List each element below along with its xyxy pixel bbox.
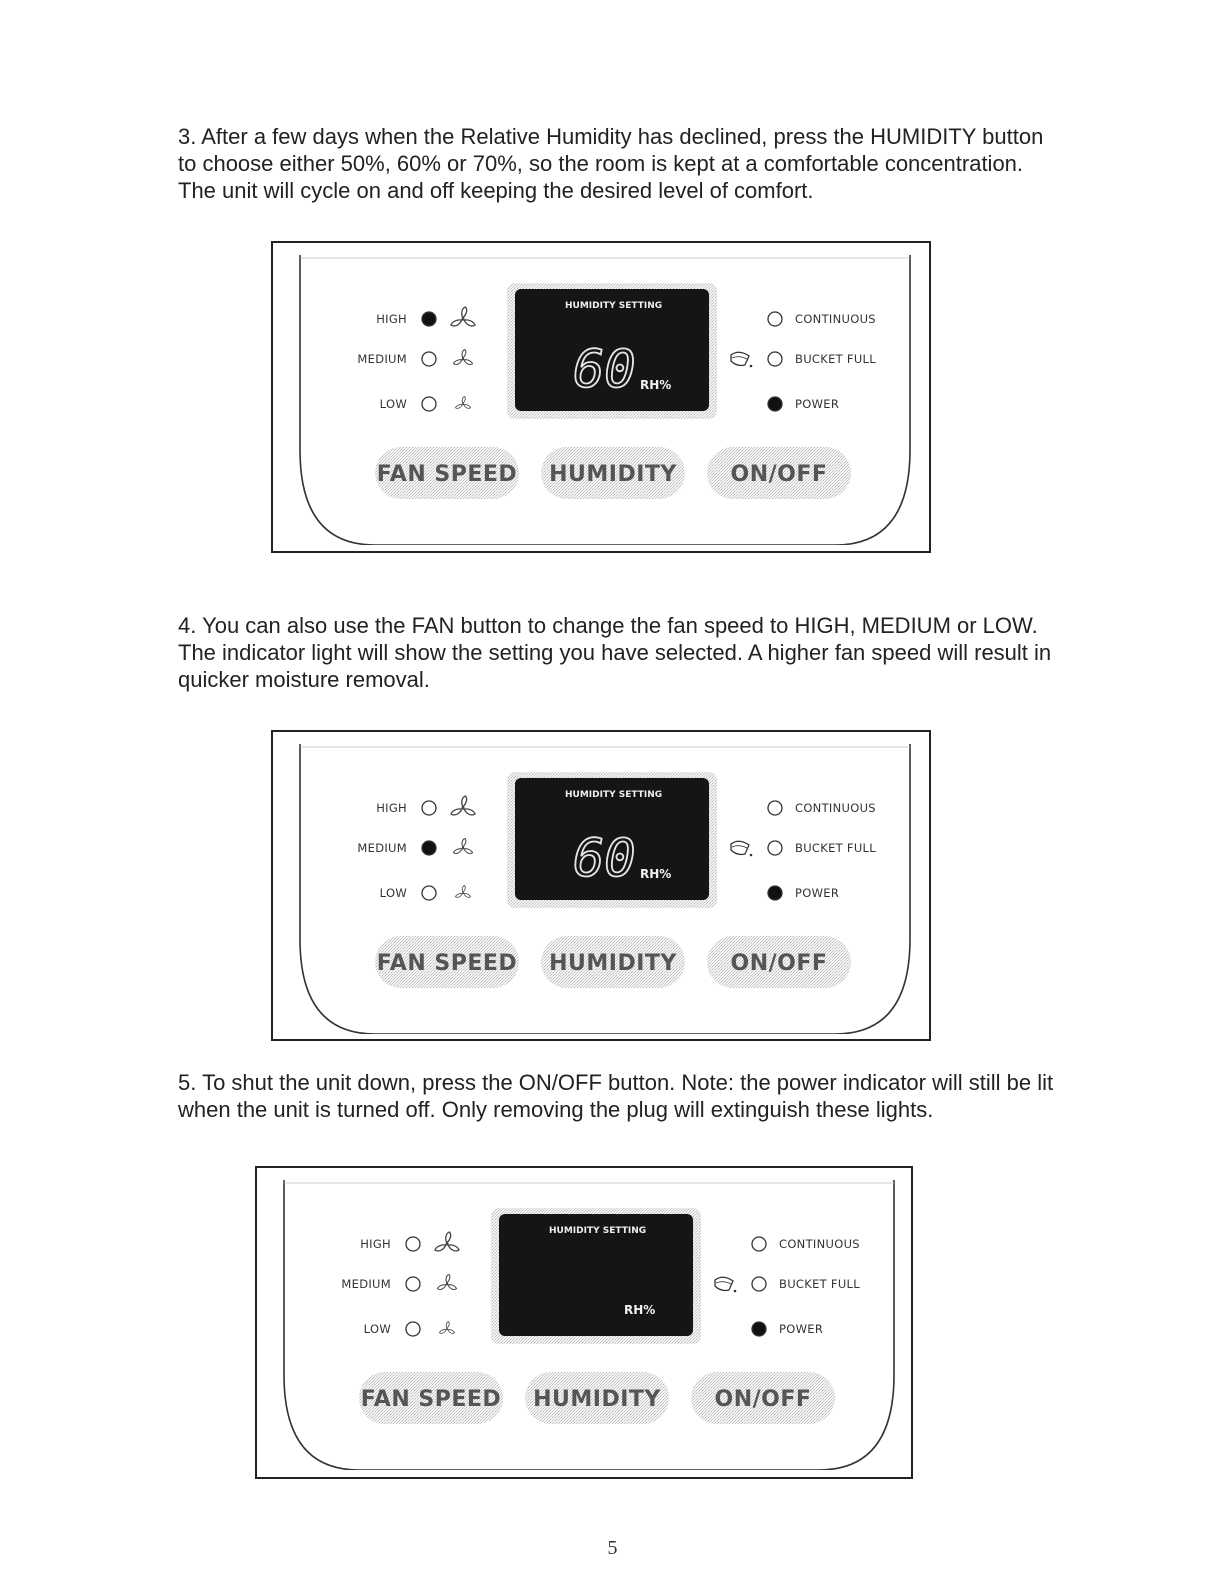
control-panel <box>295 255 915 545</box>
continuous-indicator <box>752 1237 766 1251</box>
control-panel-figure-1 <box>271 241 931 553</box>
fan-low-icon <box>440 1322 455 1334</box>
bucket-full-label: BUCKET FULL <box>795 841 876 855</box>
fan-high-icon <box>451 796 475 815</box>
fan-medium-indicator <box>422 841 436 855</box>
fan-low-icon <box>456 397 471 409</box>
bucket-full-indicator <box>768 352 782 366</box>
display-title: HUMIDITY SETTING <box>565 790 663 800</box>
step-5-paragraph: 5. To shut the unit down, press the ON/OFF button. Note: the power indicator will still be lit when the unit is turned off. Only removing the plug will extinguish these lights. <box>178 1070 1054 1122</box>
humidity-button-label: HUMIDITY <box>549 951 677 976</box>
humidity-unit: RH% <box>640 867 672 881</box>
step-3-paragraph: 3. After a few days when the Relative Humidity has declined, press the HUMIDITY button to choose either 50%, 60% or 70%, so the room is kept at a comfortable concentration. The unit will cycle on and off keeping the desired level of comfort. <box>178 124 1044 203</box>
fan-low-indicator <box>422 397 436 411</box>
on-off-button[interactable] <box>691 1372 835 1424</box>
power-label: POWER <box>795 397 840 411</box>
control-panel-figure-2 <box>271 730 931 1041</box>
humidity-button-label: HUMIDITY <box>533 1387 661 1412</box>
power-label: POWER <box>795 886 840 900</box>
fan-medium-label: MEDIUM <box>357 841 407 855</box>
continuous-label: CONTINUOUS <box>795 801 876 815</box>
on-off-button-label: ON/OFF <box>730 951 828 976</box>
fan-speed-button-label: FAN SPEED <box>360 1387 502 1412</box>
fan-speed-button[interactable] <box>375 936 519 988</box>
fan-low-indicator <box>422 886 436 900</box>
humidity-value: 60 <box>573 340 636 400</box>
fan-high-label: HIGH <box>376 801 407 815</box>
bucket-full-label: BUCKET FULL <box>795 352 876 366</box>
fan-high-label: HIGH <box>376 312 407 326</box>
humidity-value: 60 <box>573 829 636 889</box>
humidity-button[interactable] <box>525 1372 669 1424</box>
fan-high-icon <box>435 1232 459 1251</box>
on-off-button-label: ON/OFF <box>714 1387 812 1412</box>
fan-speed-button-label: FAN SPEED <box>376 462 518 487</box>
control-panel-figure-3 <box>255 1166 913 1479</box>
bucket-full-label: BUCKET FULL <box>779 1277 860 1291</box>
fan-medium-indicator <box>406 1277 420 1291</box>
fan-low-icon <box>456 886 471 898</box>
continuous-label: CONTINUOUS <box>795 312 876 326</box>
on-off-button[interactable] <box>707 936 851 988</box>
humidity-unit: RH% <box>624 1303 656 1317</box>
power-indicator <box>768 397 782 411</box>
humidity-unit: RH% <box>640 378 672 392</box>
humidity-button-label: HUMIDITY <box>549 462 677 487</box>
display-title: HUMIDITY SETTING <box>549 1226 647 1236</box>
fan-medium-icon <box>454 350 473 365</box>
fan-speed-button[interactable] <box>375 447 519 499</box>
bucket-full-indicator <box>752 1277 766 1291</box>
fan-high-indicator <box>422 312 436 326</box>
step-4-paragraph: 4. You can also use the FAN button to change the fan speed to HIGH, MEDIUM or LOW. The indicator light will show the setting you have selected. A higher fan speed will result in quicker moisture removal. <box>178 613 1052 692</box>
fan-high-label: HIGH <box>360 1237 391 1251</box>
fan-speed-button[interactable] <box>359 1372 503 1424</box>
fan-high-indicator <box>406 1237 420 1251</box>
continuous-label: CONTINUOUS <box>779 1237 860 1251</box>
continuous-indicator <box>768 312 782 326</box>
power-indicator <box>768 886 782 900</box>
power-label: POWER <box>779 1322 824 1336</box>
bucket-icon <box>715 1277 736 1292</box>
fan-low-label: LOW <box>379 886 407 900</box>
display-title: HUMIDITY SETTING <box>565 301 663 311</box>
humidity-button[interactable] <box>541 447 685 499</box>
fan-high-icon <box>451 307 475 326</box>
humidity-button[interactable] <box>541 936 685 988</box>
fan-medium-icon <box>438 1275 457 1290</box>
fan-low-label: LOW <box>379 397 407 411</box>
fan-medium-icon <box>454 839 473 854</box>
bucket-icon <box>731 352 752 367</box>
page-number: 5 <box>607 1537 618 1559</box>
fan-low-label: LOW <box>363 1322 391 1336</box>
bucket-full-indicator <box>768 841 782 855</box>
control-panel <box>279 1180 899 1470</box>
bucket-icon <box>731 841 752 856</box>
fan-high-indicator <box>422 801 436 815</box>
on-off-button-label: ON/OFF <box>730 462 828 487</box>
fan-medium-label: MEDIUM <box>357 352 407 366</box>
continuous-indicator <box>768 801 782 815</box>
on-off-button[interactable] <box>707 447 851 499</box>
power-indicator <box>752 1322 766 1336</box>
control-panel <box>295 744 915 1034</box>
fan-medium-label: MEDIUM <box>341 1277 391 1291</box>
fan-medium-indicator <box>422 352 436 366</box>
fan-speed-button-label: FAN SPEED <box>376 951 518 976</box>
fan-low-indicator <box>406 1322 420 1336</box>
